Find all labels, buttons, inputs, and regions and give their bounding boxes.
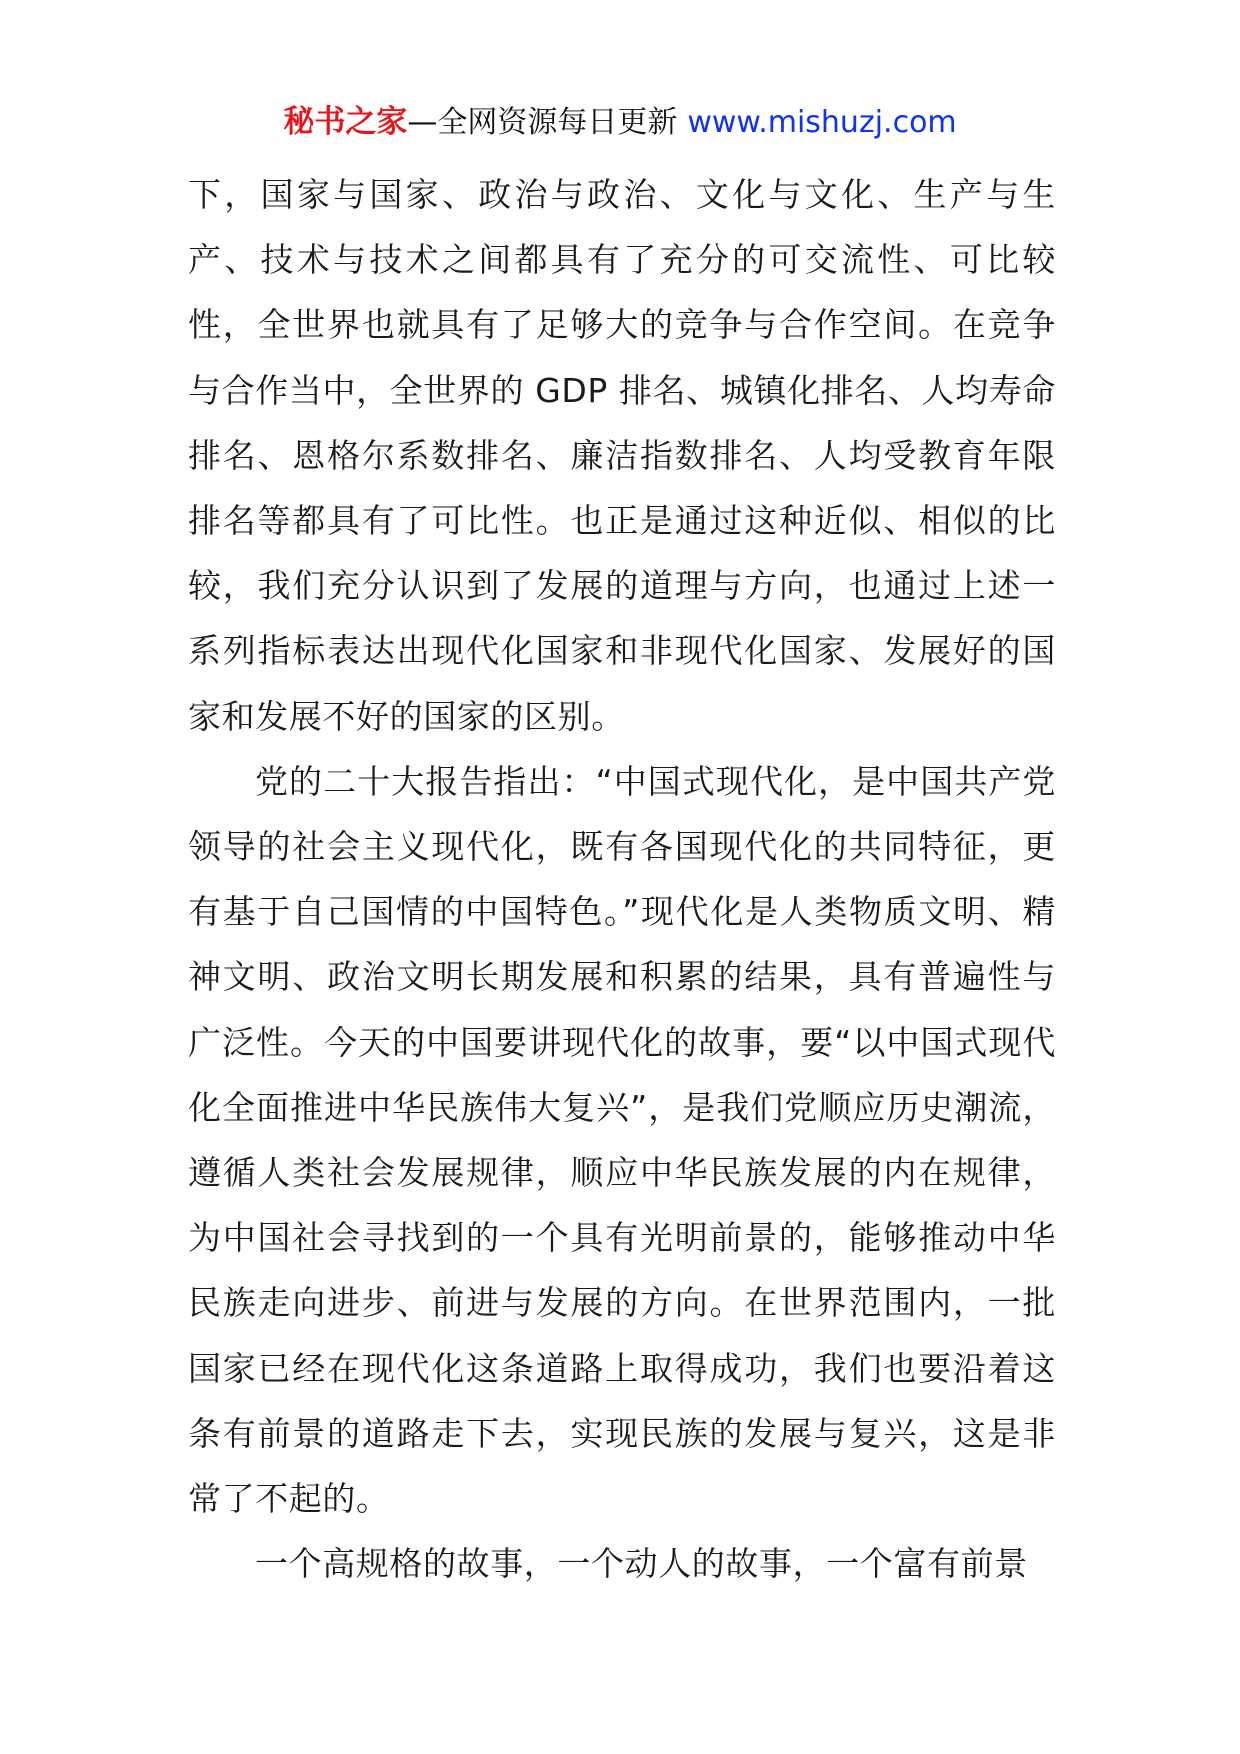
website-url[interactable]: www.mishuzj.com — [687, 105, 957, 140]
paragraph: 党的二十大报告指出：“中国式现代化，是中国共产党领导的社会主义现代化，既有各国现代化的共同特征，更有基于自己国情的中国特色。”现代化是人类物质文明、精神文明、政治文明长期发展和积累的结果，具有普遍性与广泛性。今天的中国要讲现代化的故事，要“以中国式现代化全面推进中华民族伟大复兴”，是我们党顺应历史潮流，遵循人类社会发展规律，顺应中华民族发展的内在规律，为中国社会寻找到的一个具有光明前景的，能够推动中华民族走向进步、前进与发展的方向。在世界范围内，一批国家已经在现代化这条道路上取得成功，我们也要沿着这条有前景的道路走下去，实现民族的发展与复兴，这是非常了不起的。 — [188, 761, 1056, 1519]
brand-name: 秘书之家 — [283, 104, 408, 140]
paragraph: 一个高规格的故事，一个动人的故事，一个富有前景 — [255, 1544, 1028, 1584]
header-slogan: —全网资源每日更新 — [407, 105, 678, 140]
paragraph-continued: 下，国家与国家、政治与政治、文化与文化、生产与生产、技术与技术之间都具有了充分的可交流性、可比较性，全世界也就具有了足够大的竞争与合作空间。在竞争与合作当中，全世界的 GDP 排名、城镇化排名、人均寿命排名、恩格尔系数排名、廉洁指数排名、人均受教育年限排名等都具有了可比性。也正是通过这种近似、相似的比较，我们充分认识到了发展的道理与方向，也通过上述一系列指标表达出现代化国家和非现代化国家、发展好的国家和发展不好的国家的区别。 — [188, 175, 1056, 736]
page-header — [0, 102, 1240, 143]
document-body — [188, 162, 1056, 1596]
